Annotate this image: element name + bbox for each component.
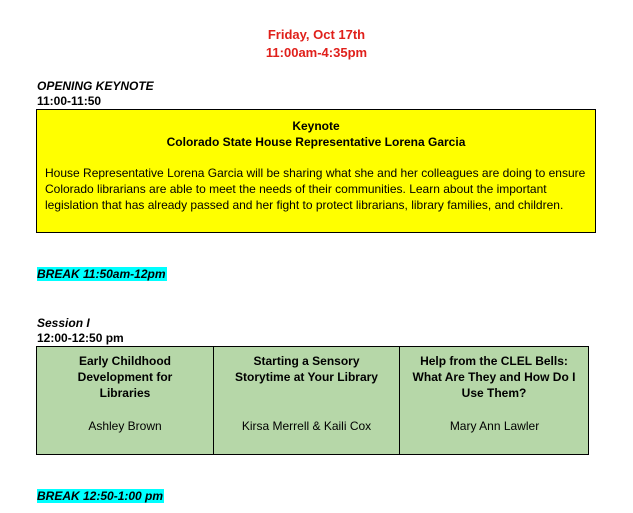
- opening-keynote-time: 11:00-11:50: [37, 94, 102, 108]
- keynote-title: Keynote: [292, 119, 340, 133]
- session-title: Starting a Sensory Storytime at Your Library: [235, 354, 378, 384]
- break-1: BREAK 11:50am-12pm: [37, 267, 166, 281]
- schedule-date: Friday, Oct 17th: [267, 27, 366, 42]
- session-speaker: Mary Ann Lawler: [449, 418, 540, 433]
- session-cell: [400, 347, 589, 455]
- session-title: Help from the CLEL Bells: What Are They and How Do I Use Them?: [412, 354, 576, 400]
- break-2: BREAK 12:50-1:00 pm: [37, 489, 164, 503]
- opening-keynote-heading: [37, 79, 154, 109]
- session-1-label: Session I: [37, 316, 90, 330]
- keynote-description: House Representative Lorena Garcia will be sharing what she and her colleagues are doing to ensure Colorado librarians are able to meet the needs of their communities. Learn about the important legislation that has already passed and her fight to protect librarians, library families, and children.: [45, 166, 586, 212]
- session-speaker: Kirsa Merrell & Kaili Cox: [241, 418, 372, 433]
- schedule-time-range: 11:00am-4:35pm: [265, 45, 368, 60]
- session-speaker: Ashley Brown: [88, 418, 162, 433]
- session-title: Early Childhood Development for Libraries: [77, 354, 173, 400]
- opening-keynote-label: OPENING KEYNOTE: [37, 79, 154, 93]
- session-1-heading: [37, 316, 124, 346]
- keynote-subtitle: Colorado State House Representative Lorena Garcia: [166, 135, 466, 149]
- session-1-row: [37, 347, 589, 455]
- session-1-table: [36, 346, 589, 455]
- keynote-box: [36, 109, 596, 233]
- session-cell: [214, 347, 400, 455]
- session-1-time: 12:00-12:50 pm: [37, 331, 124, 345]
- schedule-header: [0, 26, 633, 62]
- session-cell: [37, 347, 214, 455]
